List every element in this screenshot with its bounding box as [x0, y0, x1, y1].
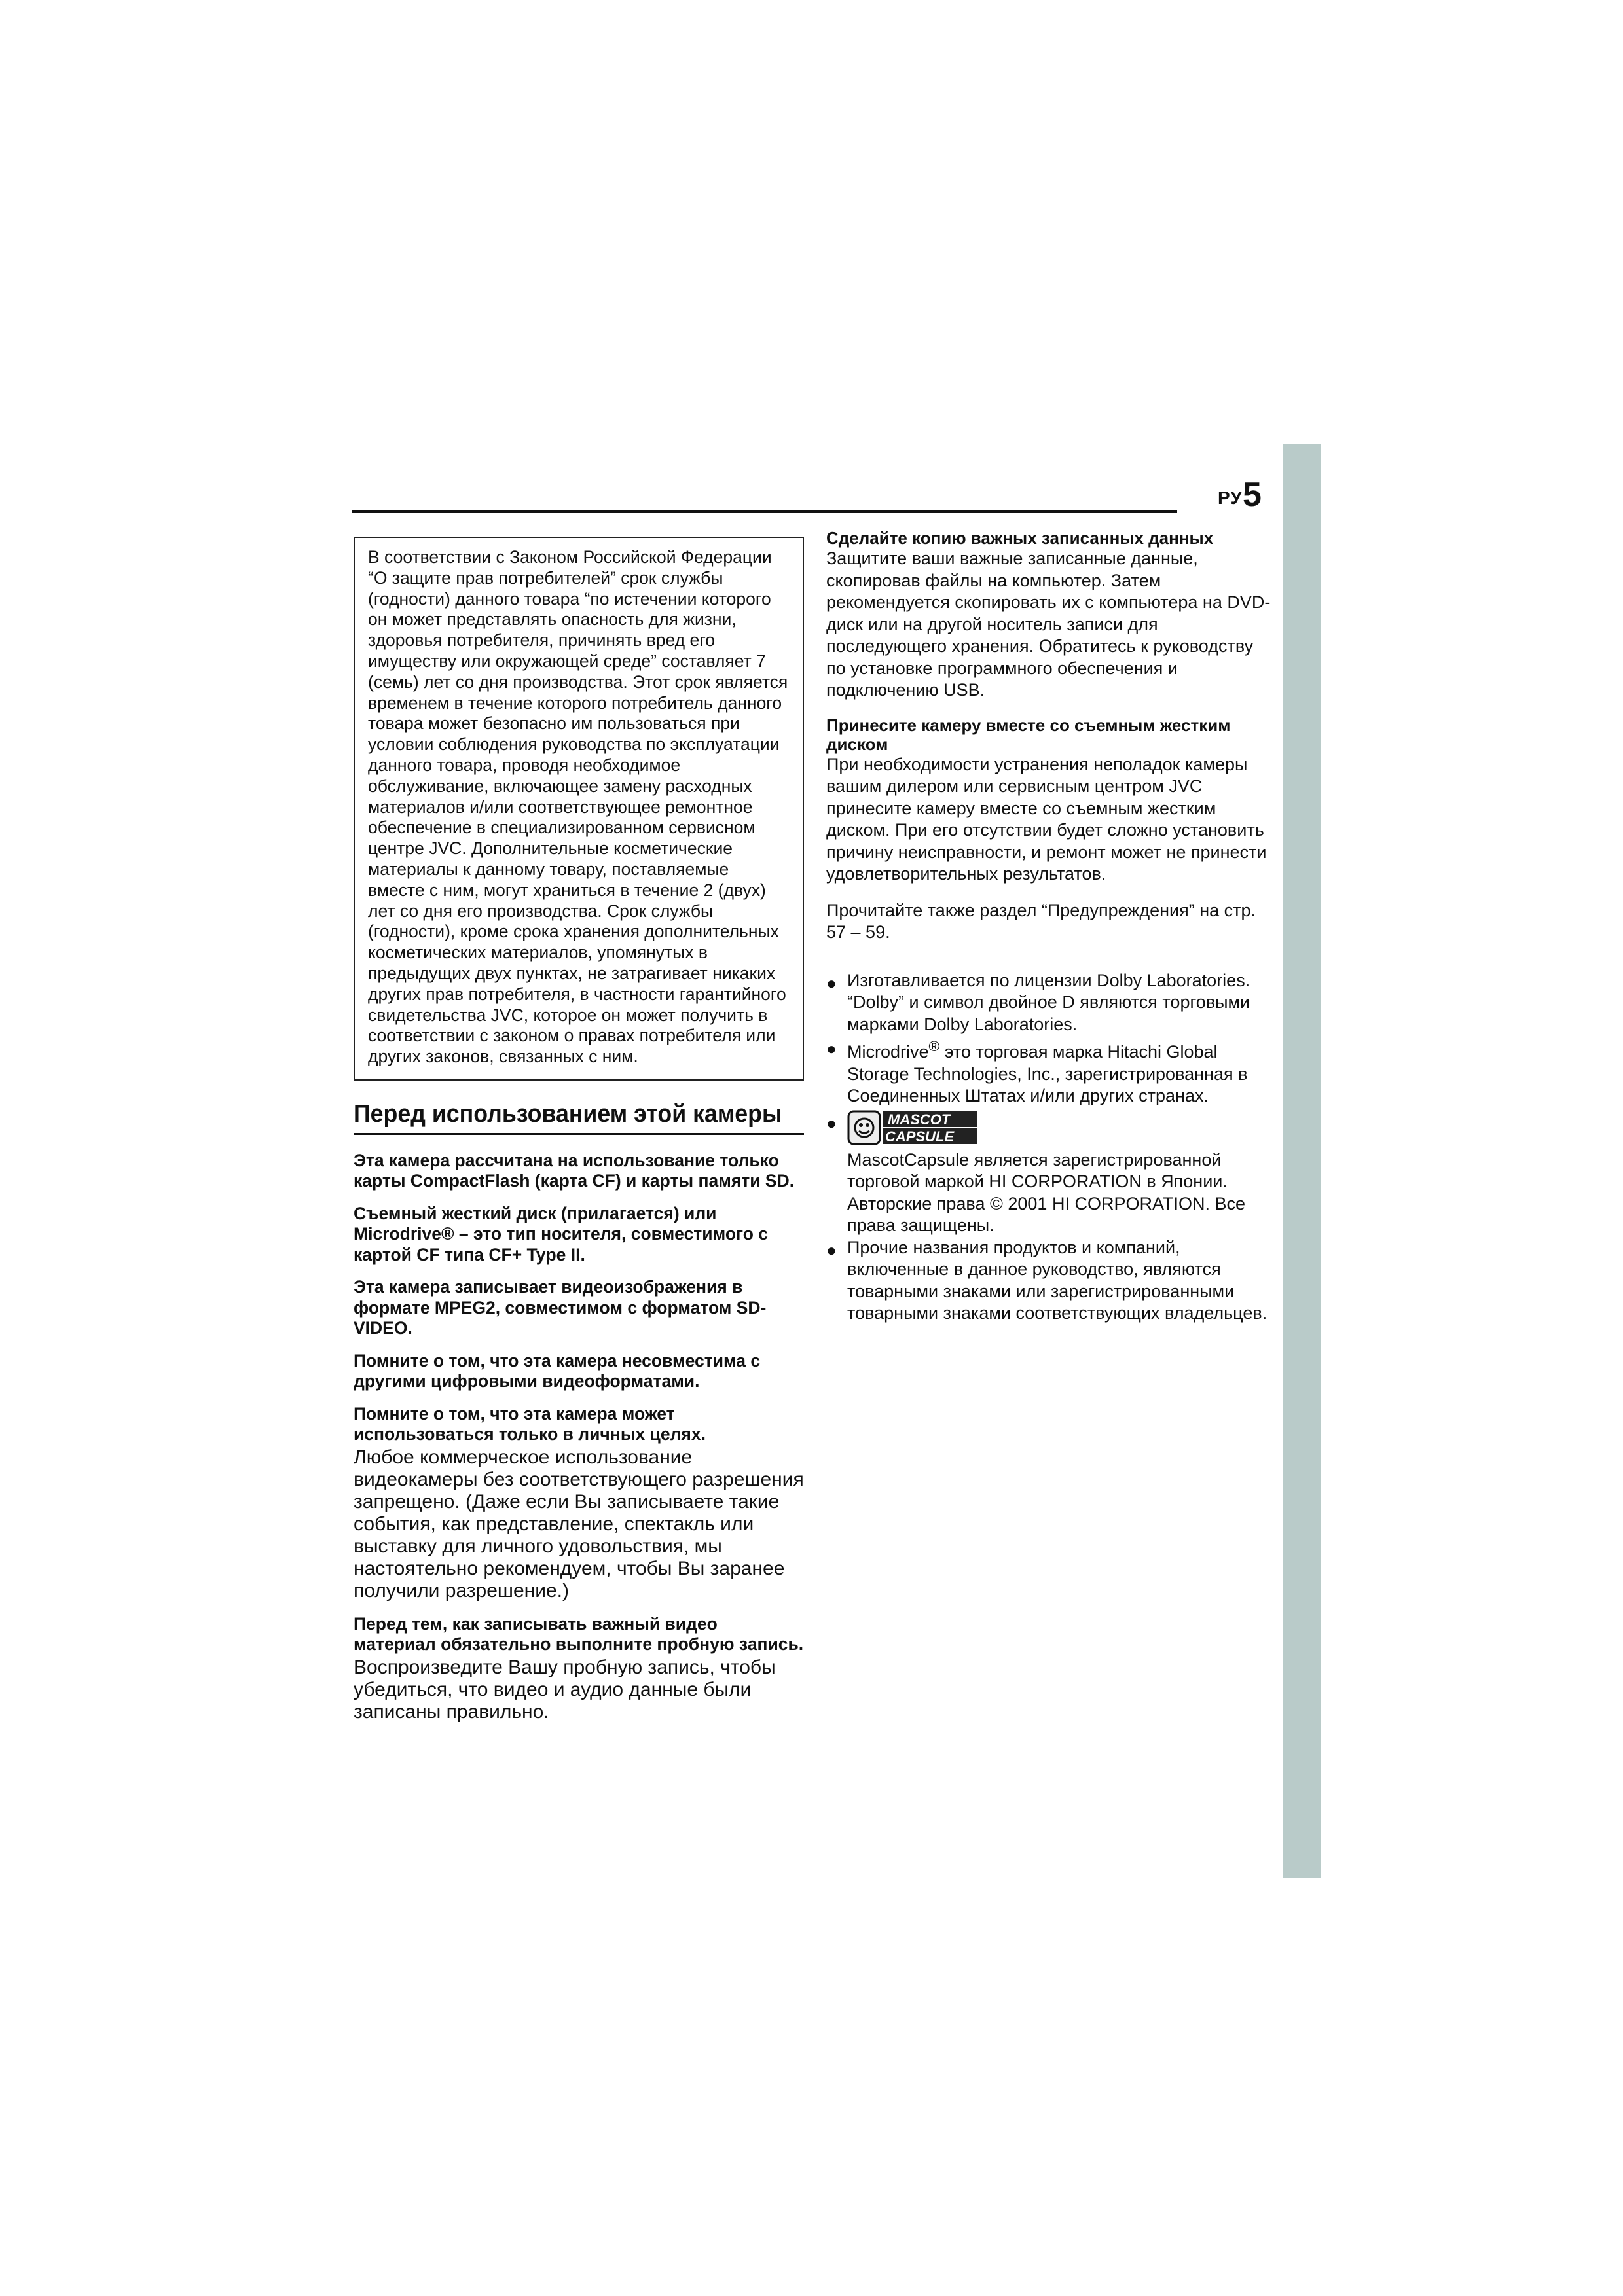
mascot-text: MascotCapsule является зарегистрированной торговой маркой HI CORPORATION в Японии. Авторские права © 2001 HI CORPORATION. Все права защищены. [847, 1149, 1245, 1235]
hdd-text: При необходимости устранения неполадок камеры вашим дилером или сервисным центром JVC принесите камеру вместе со съемным жестким диском. При его отсутствии будет сложно установить причину неисправности, и ремонт может не принести удовлетворительных результатов. [826, 754, 1267, 884]
backup-block [826, 529, 1271, 702]
bullet-icon: ● [826, 1039, 837, 1058]
section-title: Перед использованием этой камеры [354, 1100, 782, 1128]
backup-text: Защитите ваши важные записанные данные, скопировав файлы на компьютер. Затем рекомендуется скопировать их с компьютера на DVD-диск или на другой носитель записи для последующего хранения. Обратитесь к руководству по установке программного обеспечения и подключению USB. [826, 548, 1271, 700]
bullet-icon: ● [826, 973, 837, 993]
list-item [826, 1110, 1271, 1237]
right-column [826, 529, 1271, 1325]
notice-item [354, 1614, 804, 1723]
other-trademarks-text: Прочие названия продуктов и компаний, включенные в данное руководство, являются товарными знаками или зарегистрированными товарными знаками соответствующих владельцев. [847, 1237, 1267, 1323]
notice-text: Любое коммерческое использование видеокамеры без соответствующего разрешения запрещено. (Даже если Вы записываете такие события, как представление, спектакль или выставку для личного удовольствия, мы настоятельно рекомендуем, чтобы Вы заранее получили разрешение.) [354, 1446, 804, 1602]
page-number: 5 [1243, 476, 1262, 514]
notice-bold: Эта камера записывает видеоизображения в формате MPEG2, совместимом с форматом SD-VIDEO. [354, 1277, 767, 1338]
registered-mark: ® [928, 1038, 940, 1054]
notice-item [354, 1277, 804, 1339]
notice-bold: Помните о том, что эта камера может использоваться только в личных целях. [354, 1403, 706, 1444]
page-side-tab [1283, 444, 1321, 1878]
logo-line2: CAPSULE [885, 1128, 955, 1145]
bullet-icon: ● [826, 1113, 837, 1133]
legal-notice-text: В соответствии с Законом Российской Федерации “О защите прав потребителей” срок службы (годности) данного товара “по истечении которого он может представлять опасность для жизни, здоровья потребителя, причинять вред его имуществу или окружающей среде” составляет 7 (семь) лет со дня производства. Этот срок является временем в течение которого потребитель данного товара может безопасно им пользоваться при условии соблюдения руководства по эксплуатации данного товара, проводя необходимое обслуживание, включающее замену расходных материалов и/или соответствующее ремонтное обеспечение в специализированном сервисном центре JVC. Дополнительные косметические материалы к данному товару, поставляемые вместе с ним, могут храниться в течение 2 (двух) лет со дня его производства. Срок службы (годности), кроме срока хранения дополнительных косметических материалов, упомянутых в предыдущих двух пунктах, не затрагивает никаких других прав потребителя, в частности гарантийного свидетельства JVC, которое он может получить в соответствии с законом о правах потребителя или других законов, связанных с ним. [368, 547, 788, 1067]
notice-item [354, 1351, 804, 1392]
legal-notice-box [354, 537, 804, 1081]
section-rule [354, 1133, 804, 1135]
notice-bold: Перед тем, как записывать важный видео материал обязательно выполните пробную запись. [354, 1613, 804, 1655]
hdd-block [826, 716, 1271, 886]
notice-bold: Помните о том, что эта камера несовместима с другими цифровыми видеоформатами. [354, 1350, 761, 1391]
list-item [826, 1237, 1271, 1325]
read-also-text: Прочитайте также раздел “Предупреждения” на стр. 57 – 59. [826, 900, 1256, 942]
notice-text: Воспроизведите Вашу пробную запись, чтобы убедиться, что видео и аудио данные были записаны правильно. [354, 1656, 776, 1723]
mascot-capsule-logo-icon [847, 1110, 978, 1145]
hdd-heading: Принесите камеру вместе со съемным жестким диском [826, 715, 1231, 754]
notice-item [354, 1151, 804, 1192]
notice-bold: Эта камера рассчитана на использование только карты CompactFlash (карта CF) и карты памяти SD. [354, 1150, 795, 1191]
backup-heading: Сделайте копию важных записанных данных [826, 528, 1214, 548]
header-rule [352, 510, 1177, 513]
read-also-block [826, 900, 1271, 944]
microdrive-text: это торговая марка Hitachi Global Storage Technologies, Inc., зарегистрированная в Соединенных Штатах и/или других странах. [847, 1042, 1248, 1105]
dolby-text: Изготавливается по лицензии Dolby Laboratories. “Dolby” и символ двойное D являются торговыми марками Dolby Laboratories. [847, 970, 1250, 1034]
bullet-icon: ● [826, 1240, 837, 1260]
list-item [826, 1035, 1271, 1107]
mascot-logo-line [847, 1110, 1271, 1145]
left-column [354, 537, 804, 1735]
notice-item [354, 1204, 804, 1266]
notice-bold: Съемный жесткий диск (прилагается) или Microdrive® – это тип носителя, совместимого с картой CF типа CF+ Type II. [354, 1203, 768, 1265]
trademark-list [826, 970, 1271, 1325]
notice-item [354, 1404, 804, 1602]
microdrive-name: Microdrive [847, 1042, 929, 1062]
page-language-code: РУ [1218, 488, 1243, 508]
list-item [826, 970, 1271, 1036]
logo-line1: MASCOT [888, 1111, 951, 1128]
